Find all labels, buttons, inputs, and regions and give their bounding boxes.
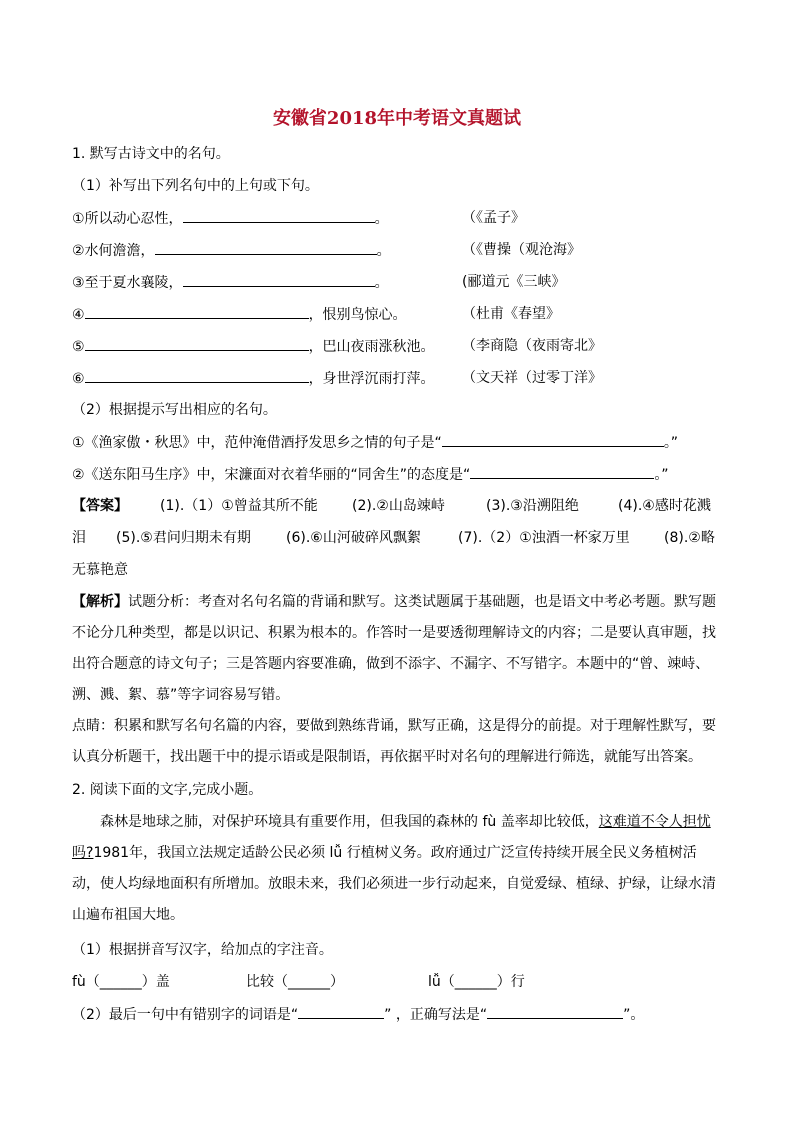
- item-6-source: （文天祥（过零丁洋》: [462, 370, 602, 386]
- answer-5: (5).⑤君问归期未有期: [116, 530, 251, 546]
- q1-item-5: [72, 336, 435, 357]
- q2-passage: [72, 807, 722, 931]
- wrong-word-blank[interactable]: [298, 1004, 384, 1019]
- answer-6: (6).⑥山河破碎风飘絮: [286, 530, 421, 546]
- q1-stem: 1. 默写古诗文中的名句。: [72, 146, 230, 162]
- page-title: 安徽省2018年中考语文真题试: [272, 108, 522, 129]
- item-1-after: 。: [374, 211, 389, 227]
- correct-word-blank[interactable]: [487, 1004, 623, 1019]
- answer-blank-2[interactable]: [155, 240, 377, 255]
- sub2-after: ”。: [623, 1007, 645, 1023]
- item-1-source: （《孟子》: [462, 210, 525, 226]
- q2-sub1: （1）根据拼音写汉字，给加点的字注音。: [72, 942, 333, 958]
- item-4-after: ，恨别鸟惊心。: [308, 307, 407, 323]
- item-3-after: 。: [374, 275, 389, 291]
- item-1-before: ①所以动心忍性，: [72, 211, 183, 227]
- q1-item-2: [72, 240, 391, 261]
- q1-sub2: （2）根据提示写出相应的名句。: [72, 402, 277, 418]
- hint-2-before: ②《送东阳马生序》中，宋濂面对衣着华丽的“同舍生”的态度是“: [72, 467, 471, 483]
- hint-1-after: 。”: [663, 435, 679, 451]
- analysis-text: 试题分析：考查对名句名篇的背诵和默写。这类试题属于基础题，也是语文中考必考题。默写题不论分几种类型，都是以识记、积累为根本的。作答时一是要透彻理解诗文的内容；二是要认真审题，找出符合题意的诗文句子；三是答题内容要准确，做到不添字、不漏字、不写错字。本题中的“曾、竦峙、溯、溅、絮、慕”等字词容易写错。: [72, 594, 716, 703]
- answer-blank-1[interactable]: [183, 208, 375, 223]
- item-2-before: ②水何澹澹，: [72, 243, 155, 259]
- fill-2[interactable]: 比较（______）: [246, 974, 344, 990]
- q1-hint-2: [72, 464, 669, 485]
- answer-8: (8).②略: [664, 530, 715, 546]
- fill-3[interactable]: lǚ（______）行: [428, 974, 525, 990]
- item-5-after: ，巴山夜雨涨秋池。: [308, 339, 435, 355]
- answer-3: (3).③沿溯阻绝: [486, 498, 579, 514]
- answer-8-cont: 无慕艳意: [72, 562, 128, 578]
- q1-hint-1: [72, 432, 678, 453]
- passage-part-a: 森林是地球之肺，对保护环境具有重要作用，但我国的森林的 fù 盖率却比较低，: [100, 814, 599, 830]
- passage-underlined: 这难道不令人担忧吗?: [72, 814, 711, 861]
- item-2-after: 。: [376, 243, 391, 259]
- q1-item-6: [72, 368, 435, 389]
- item-5-before: ⑤: [72, 339, 85, 355]
- q2-stem: 2. 阅读下面的文字,完成小题。: [72, 782, 263, 798]
- item-6-after: ，身世浮沉雨打萍。: [308, 371, 435, 387]
- item-4-source: （杜甫《春望》: [462, 306, 560, 322]
- item-6-before: ⑥: [72, 371, 85, 387]
- q1-sub1: （1）补写出下列名句中的上句或下句。: [72, 178, 319, 194]
- analysis-label: 【解析】: [72, 594, 128, 610]
- answer-1: (1).（1）①曾益其所不能: [160, 498, 318, 514]
- answer-blank-5[interactable]: [85, 336, 309, 351]
- answer-7: (7).（2）①浊酒一杯家万里: [458, 530, 630, 546]
- item-4-before: ④: [72, 307, 85, 323]
- hint-2-after: 。”: [654, 467, 669, 483]
- q2-sub2: [72, 1004, 644, 1025]
- sub2-before: （2）最后一句中有错别字的词语是“: [72, 1007, 299, 1023]
- item-5-source: （李商隐（夜雨寄北》: [462, 338, 602, 354]
- hint-blank-2[interactable]: [470, 464, 654, 479]
- hint-blank-1[interactable]: [442, 432, 664, 447]
- sub2-mid: ” ，正确写法是“: [384, 1007, 488, 1023]
- answer-4: (4).④感时花溅: [618, 498, 711, 514]
- answer-4-cont: 泪: [72, 530, 86, 546]
- item-3-source: (郦道元《三峡》: [462, 274, 566, 290]
- answer-label: 【答案】: [72, 498, 128, 514]
- q1-item-1: [72, 208, 389, 229]
- answer-2: (2).②山岛竦峙: [352, 498, 445, 514]
- hint-1-before: ①《渔家傲・秋思》中，范仲淹借酒抒发思乡之情的句子是“: [72, 435, 442, 451]
- analysis-paragraph: [72, 587, 722, 711]
- item-2-source: （《曹操（观沧海》: [462, 242, 581, 258]
- q1-item-4: [72, 304, 407, 325]
- tip-paragraph: 点睛：积累和默写名句名篇的内容，要做到熟练背诵，默写正确，这是得分的前提。对于理解性默写，要认真分析题干，找出题干中的提示语或是限制语，再依据平时对名句的理解进行筛选，就能写出答案。: [72, 718, 716, 765]
- answer-blank-3[interactable]: [183, 272, 375, 287]
- fill-1[interactable]: fù（______）盖: [72, 974, 170, 990]
- item-3-before: ③至于夏水襄陵，: [72, 275, 183, 291]
- q1-item-3: [72, 272, 389, 293]
- passage-part-b: 1981年，我国立法规定适龄公民必须 lǚ 行植树义务。政府通过广泛宣传持续开展全民义务植树活动，使人均绿地面积有所增加。放眼未来，我们必须进一步行动起来，自觉爱绿、植绿、护绿，让绿水清山遍布祖国大地。: [72, 845, 716, 923]
- answer-blank-4[interactable]: [85, 304, 309, 319]
- answer-blank-6[interactable]: [85, 368, 309, 383]
